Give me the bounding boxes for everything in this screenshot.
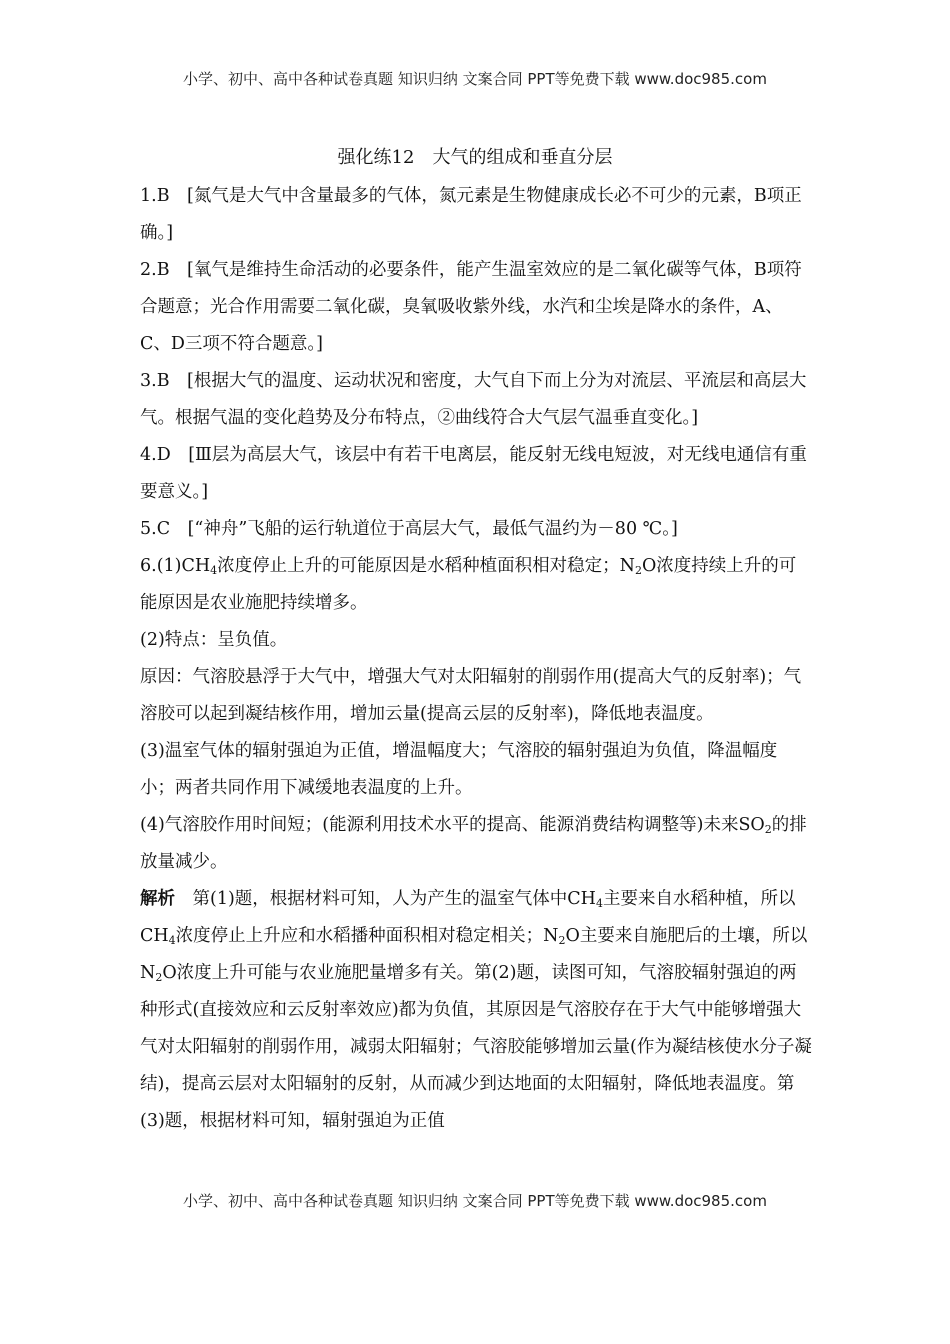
answer-content [140,178,812,1140]
answer-3: 3.B [根据大气的温度、运动状况和密度，大气自下而上分为对流层、平流层和高层大气。根据气温的变化趋势及分布特点，②曲线符合大气层气温垂直变化。] [140,371,807,428]
page-title: 强化练12 大气的组成和垂直分层 [337,147,613,168]
analysis-label: 解析 [140,889,175,909]
answer-6-2-reason: 原因：气溶胶悬浮于大气中，增强大气对太阳辐射的削弱作用(提高大气的反射率)；气溶胶可以起到凝结核作用，增加云量(提高云层的反射率)，降低地表温度。 [140,667,802,724]
answer-5: 5.C [“神舟”飞船的运行轨道位于高层大气，最低气温约为－80 ℃。] [140,519,678,539]
answer-6-3: (3)温室气体的辐射强迫为正值，增温幅度大；气溶胶的辐射强迫为负值，降温幅度小；两者共同作用下减缓地表温度的上升。 [140,741,778,798]
answer-4: 4.D [Ⅲ层为高层大气，该层中有若干电离层，能反射无线电短波，对无线电通信有重要意义。] [140,445,807,502]
answer-6-4: (4)气溶胶作用时间短；(能源利用技术水平的提高、能源消费结构调整等)未来$SO_2$的排放量减少。 [140,815,807,872]
page-footer: 小学、初中、高中各种试卷真题 知识归纳 文案合同 PPT等免费下载 www.doc985.com [183,1192,767,1210]
page-header: 小学、初中、高中各种试卷真题 知识归纳 文案合同 PPT等免费下载 www.doc985.com [183,70,767,88]
answer-1: 1.B [氮气是大气中含量最多的气体，氮元素是生物健康成长必不可少的元素，B项正确。] [140,186,802,243]
analysis: 解析 第(1)题，根据材料可知，人为产生的温室气体中$CH_4$主要来自水稻种植，所以$CH_4$浓度停止上升应和水稻播种面积相对稳定相关；$N_2O$主要来自施肥后的土壤，所以$N_2O$浓度上升可能与农业施肥量增多有关。第(2)题，读图可知，气溶胶辐射强迫的两种形式(直接效应和云反射率效应)都为负值，其原因是气溶胶存在于大气中能够增强大气对太阳辐射的削弱作用，减弱太阳辐射；气溶胶能够增加云量(作为凝结核使水分子凝结)，提高云层对太阳辐射的反射，从而减少到达地面的太阳辐射，降低地表温度。第(3)题，根据材料可知，辐射强迫为正值 [140,889,812,1131]
answer-6-1: $6.(1)CH_4$浓度停止上升的可能原因是水稻种植面积相对稳定；$N_2O$浓度持续上升的可能原因是农业施肥持续增多。 [140,556,797,613]
answer-6-2: (2)特点：呈负值。 [140,630,288,650]
answer-2: 2.B [氧气是维持生命活动的必要条件，能产生温室效应的是二氧化碳等气体，B项符合题意；光合作用需要二氧化碳，臭氧吸收紫外线，水汽和尘埃是降水的条件，A、C、D三项不符合题意。] [140,260,802,354]
